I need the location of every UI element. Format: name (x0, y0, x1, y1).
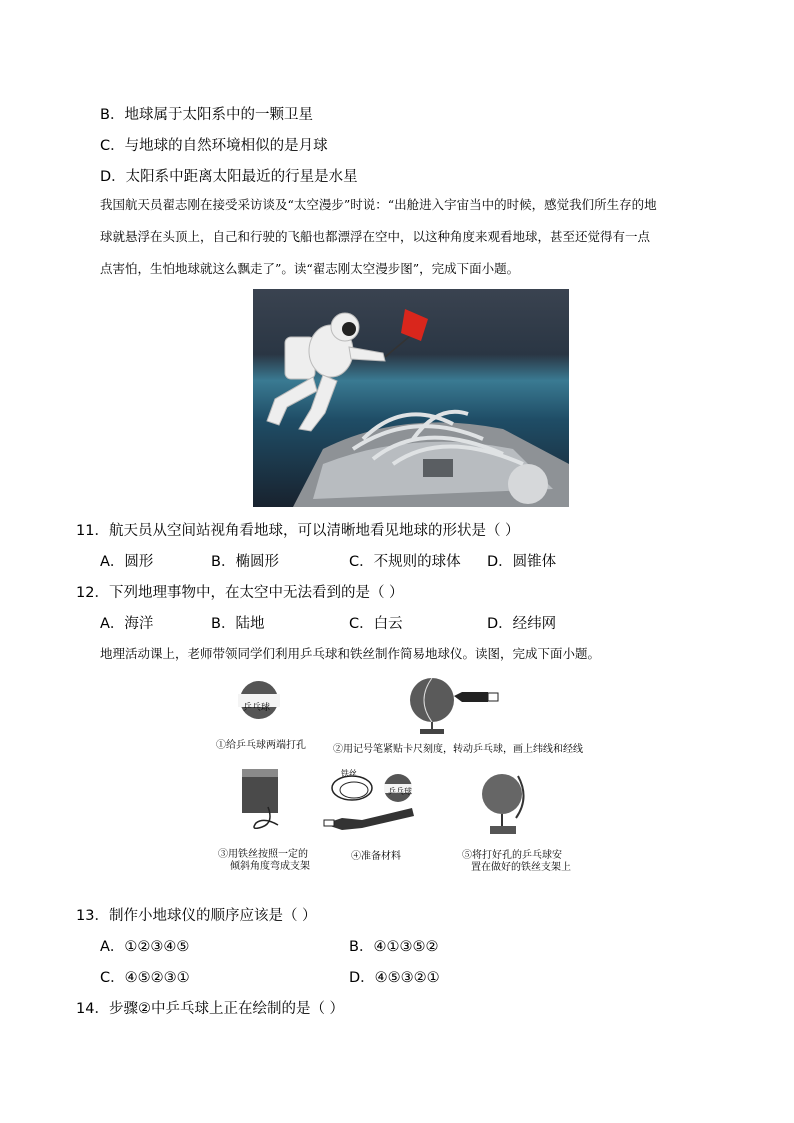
step3-caption-2: 倾斜角度弯成支架 (230, 861, 310, 872)
q11-option-a[interactable]: A．圆形 (100, 554, 154, 570)
prev-option-c: C．与地球的自然环境相似的是月球 (100, 138, 328, 154)
q13-option-b[interactable]: B．④①③⑤② (349, 939, 439, 955)
step4-materials (322, 766, 414, 838)
step4-wire-label: 铁丝 (341, 769, 357, 778)
prev-option-b: B．地球属于太阳系中的一颗卫星 (100, 107, 313, 123)
q13-stem: 13．制作小地球仪的顺序应该是（ ） (76, 908, 317, 924)
prev-option-d: D．太阳系中距离太阳最近的行星是水星 (100, 169, 358, 185)
step4-ball-label: 乒乓球 (388, 787, 412, 796)
q13-option-c[interactable]: C．④⑤②③① (100, 970, 190, 986)
passage1-line3: 点害怕，生怕地球就这么飘走了”。读“翟志刚太空漫步图”，完成下面小题。 (100, 261, 520, 276)
step3-wire-stand (238, 767, 284, 837)
q12-option-a[interactable]: A．海洋 (100, 616, 154, 632)
q11-option-c[interactable]: C．不规则的球体 (349, 554, 461, 570)
step1-caption: ①给乒乓球两端打孔 (216, 740, 306, 751)
q13-option-a[interactable]: A．①②③④⑤ (100, 939, 190, 955)
q12-option-d[interactable]: D．经纬网 (487, 616, 557, 632)
step5-caption-1: ⑤将打好孔的乒乓球安 (462, 850, 562, 861)
q12-stem: 12．下列地理事物中，在太空中无法看到的是（ ） (76, 585, 404, 601)
q11-option-b[interactable]: B．椭圆形 (211, 554, 279, 570)
q11-stem: 11．航天员从空间站视角看地球，可以清晰地看见地球的形状是（ ） (76, 523, 520, 539)
passage1-line2: 球就悬浮在头顶上，自己和行驶的飞船也都漂浮在空中，以这种角度来观看地球，甚至还觉得有一点 (100, 229, 651, 244)
step5-caption-2: 置在做好的铁丝支架上 (471, 862, 571, 873)
step3-caption-1: ③用铁丝按照一定的 (218, 849, 308, 860)
q13-option-d[interactable]: D．④⑤③②① (349, 970, 440, 986)
step4-caption: ④准备材料 (351, 851, 401, 862)
step5-finished-globe (478, 768, 530, 838)
astronaut-spacewalk-photo (253, 289, 569, 507)
step2-caption: ②用记号笔紧贴卡尺刻度，转动乒乓球，画上纬线和经线 (333, 744, 583, 755)
passage1-line1: 我国航天员翟志刚在接受采访谈及“太空漫步”时说：“出舱进入宇宙当中的时候，感觉我们所生存的地 (100, 197, 657, 212)
passage2: 地理活动课上，老师带领同学们利用乒乓球和铁丝制作简易地球仪。读图，完成下面小题。 (100, 646, 601, 661)
q14-stem: 14．步骤②中乒乓球上正在绘制的是（ ） (76, 1001, 345, 1017)
q12-option-b[interactable]: B．陆地 (211, 616, 265, 632)
step1-ball-label: 乒乓球 (243, 703, 271, 713)
q11-option-d[interactable]: D．圆锥体 (487, 554, 557, 570)
step2-globe-marker (402, 672, 502, 736)
q12-option-c[interactable]: C．白云 (349, 616, 403, 632)
